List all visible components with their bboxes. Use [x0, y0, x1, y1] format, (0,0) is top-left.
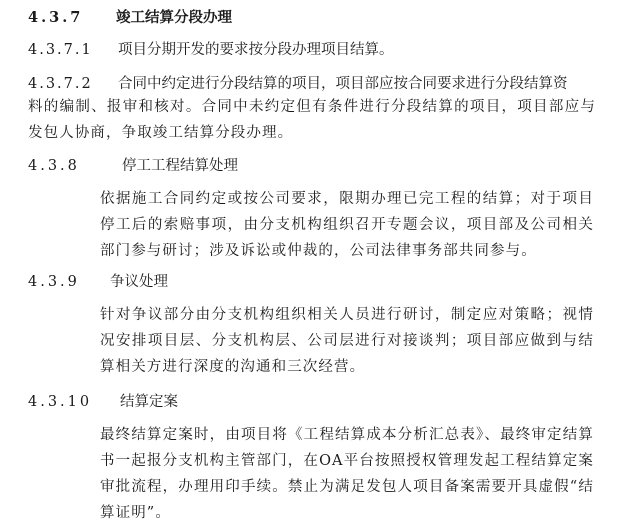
clause-text: 项目分期开发的要求按分段办理项目结算。: [118, 42, 394, 58]
section-4-3-8-body: 依据施工合同约定或按公司要求，限期办理已完工程的结算；对于项目停工后的索赔事项，由分支机构组织召开专题会议，项目部及公司相关部门参与研讨；涉及诉讼或仲裁的，公司法律事务部共同参与。: [100, 191, 594, 259]
clause-4-3-7-2-first-line: [28, 74, 568, 94]
clause-4-3-7-2-continuation: 料的编制、报审和核对。合同中未约定但有条件进行分段结算的项目，项目部应与发包人协商，争取竣工结算分段办理。: [28, 99, 596, 141]
section-title: 竣工结算分段办理: [116, 9, 232, 26]
section-number: 4.3.10: [28, 394, 93, 410]
section-title: 结算定案: [120, 394, 178, 410]
section-4-3-8-heading: [28, 156, 238, 176]
section-4-3-9-heading: [28, 272, 168, 292]
section-number: 4.3.8: [28, 158, 80, 174]
clause-number: 4.3.7.2: [28, 76, 93, 92]
clause-text-first-line: 合同中约定进行分段结算的项目，项目部应按合同要求进行分段结算资: [118, 76, 568, 92]
section-4-3-9-body: 针对争议部分由分支机构组织相关人员进行研讨，制定应对策略；视情况安排项目层、分支机构层、公司层进行对接谈判；项目部应做到与结算相关方进行深度的沟通和三次经营。: [100, 307, 594, 375]
section-title: 争议处理: [110, 274, 168, 290]
section-number: 4.3.7: [28, 9, 84, 26]
section-4-3-10-heading: [28, 392, 178, 412]
section-4-3-7-heading: [28, 8, 232, 28]
section-title: 停工工程结算处理: [122, 158, 238, 174]
clause-4-3-7-1: [28, 40, 394, 60]
section-number: 4.3.9: [28, 274, 80, 290]
section-4-3-10-body: 最终结算定案时，由项目将《工程结算成本分析汇总表》、最终审定结算书一起报分支机构主管部门，在OA平台按照授权管理发起工程结算定案审批流程，办理用印手续。禁止为满足发包人项目备案需要开具虚假“结算证明”。: [100, 427, 594, 521]
clause-number: 4.3.7.1: [28, 42, 93, 58]
